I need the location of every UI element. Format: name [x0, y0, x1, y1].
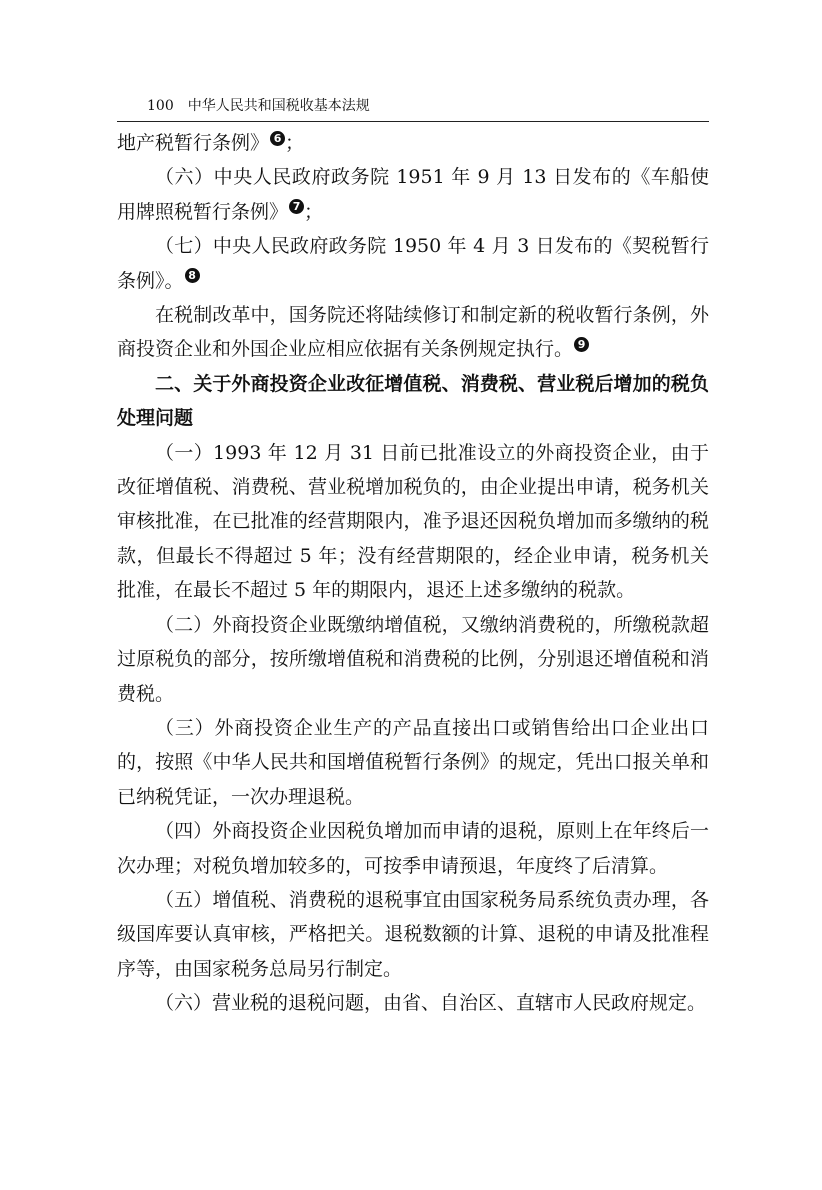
paragraph-clause-4: （四）外商投资企业因税负增加而申请的退税，原则上在年终后一次办理；对税负增加较多的，可按季申请预退，年度终了后清算。	[117, 820, 709, 877]
footnote-marker-7[interactable]: 7	[289, 199, 304, 214]
paragraph-reform: 在税制改革中，国务院还将陆续修订和制定新的税收暂行条例，外商投资企业和外国企业应相应依据有关条例规定执行。 9	[117, 304, 709, 361]
footnote-marker-6[interactable]: 6	[270, 131, 285, 146]
paragraph-continuation: 地产税暂行条例》 6 ；	[117, 131, 305, 154]
footnote-marker-9[interactable]: 9	[574, 337, 589, 352]
page-body	[117, 126, 709, 1021]
paragraph-clause-5: （五）增值税、消费税的退税事宜由国家税务局系统负责办理，各级国库要认真审核，严格把关。退税数额的计算、退税的申请及批准程序等，由国家税务总局另行制定。	[117, 888, 709, 980]
paragraph-item-7: （七）中央人民政府政务院 1950 年 4 月 3 日发布的《契税暂行条例》。 8	[117, 235, 709, 292]
paragraph-item-6: （六）中央人民政府政务院 1951 年 9 月 13 日发布的《车船使用牌照税暂行条例》 7 ；	[117, 166, 709, 223]
book-title: 中华人民共和国税收基本法规	[187, 98, 370, 114]
running-header	[117, 97, 709, 122]
page-number: 100	[147, 98, 174, 114]
footnote-marker-8[interactable]: 8	[185, 268, 200, 283]
section-heading: 二、关于外商投资企业改征增值税、消费税、营业税后增加的税负处理问题	[117, 372, 709, 430]
paragraph-clause-6: （六）营业税的退税问题，由省、自治区、直辖市人民政府规定。	[155, 992, 707, 1015]
paragraph-clause-1: （一）1993 年 12 月 31 日前已批准设立的外商投资企业，由于改征增值税、消费税、营业税增加税负的，由企业提出申请，税务机关审核批准，在已批准的经营期限内，准予退还因税负增加而多缴纳的税款，但最长不得超过 5 年；没有经营期限的，经企业申请，税务机关批准，在最长不超过 5 年的期限内，退还上述多缴纳的税款。	[117, 441, 709, 602]
paragraph-clause-3: （三）外商投资企业生产的产品直接出口或销售给出口企业出口的，按照《中华人民共和国增值税暂行条例》的规定，凭出口报关单和已纳税凭证，一次办理退税。	[117, 716, 709, 808]
paragraph-clause-2: （二）外商投资企业既缴纳增值税，又缴纳消费税的，所缴税款超过原税负的部分，按所缴增值税和消费税的比例，分别退还增值税和消费税。	[117, 613, 709, 705]
